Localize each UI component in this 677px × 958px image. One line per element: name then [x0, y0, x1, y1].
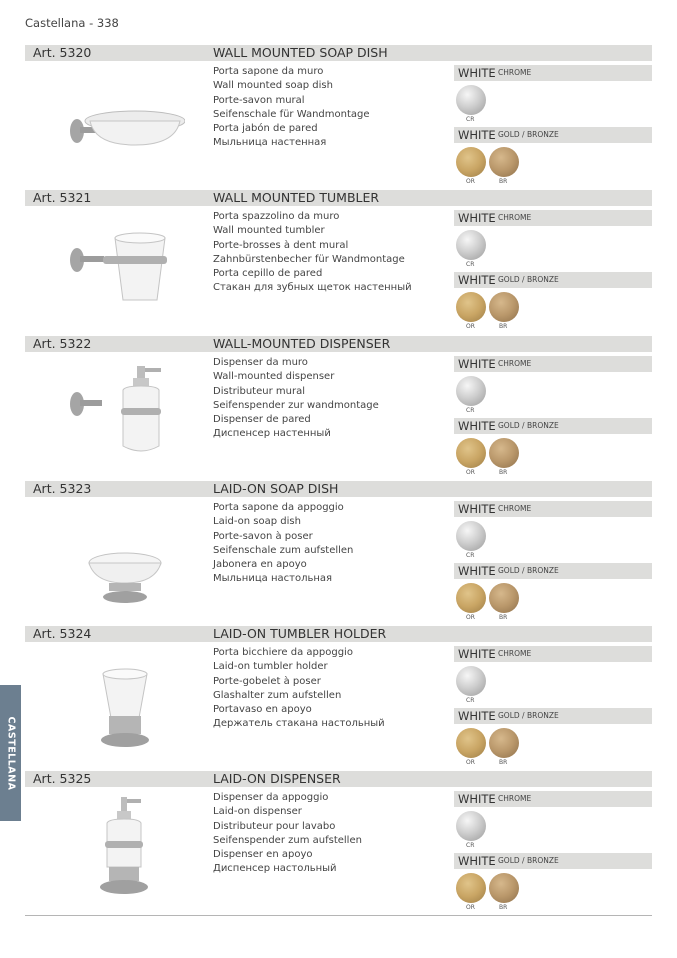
chrome-swatch — [456, 376, 486, 406]
swatch-code-br: BR — [499, 614, 508, 621]
dispenser-wall-image — [65, 356, 185, 466]
swatch-code-cr: CR — [466, 842, 475, 849]
finish-white-label: WHITE — [458, 273, 496, 287]
gold-swatch — [456, 728, 486, 758]
finish-white-label: WHITE — [458, 647, 496, 661]
finish-gold-bronze-label: GOLD / BRONZE — [498, 130, 559, 139]
finish-chrome-label: CHROME — [498, 68, 532, 77]
product-title: WALL MOUNTED SOAP DISH — [213, 45, 388, 60]
description-line: Мыльница настенная — [213, 137, 327, 149]
description-list — [213, 646, 453, 732]
article-number: Art. 5320 — [33, 45, 92, 60]
side-tab — [0, 685, 21, 821]
product-section-5321 — [25, 190, 652, 335]
finish-gold-bronze-label: GOLD / BRONZE — [498, 421, 559, 430]
tumbler-holder-laid-on-image — [65, 646, 185, 756]
finish-bar-gold-bronze — [454, 853, 652, 869]
product-title: LAID-ON DISPENSER — [213, 771, 341, 786]
description-line: Стакан для зубных щеток настенный — [213, 282, 412, 294]
swatch-code-cr: CR — [466, 116, 475, 123]
article-number: Art. 5321 — [33, 190, 92, 205]
description-line: Wall-mounted dispenser — [213, 371, 335, 383]
finish-bar-chrome — [454, 646, 652, 662]
description-line: Wall mounted tumbler — [213, 225, 325, 237]
side-tab-label: CASTELLANA — [5, 716, 16, 790]
bronze-swatch — [489, 583, 519, 613]
bronze-swatch — [489, 873, 519, 903]
description-line: Porta jabón de pared — [213, 123, 318, 135]
description-line: Zahnbürstenbecher für Wandmontage — [213, 253, 405, 265]
description-line: Porta cepillo de pared — [213, 268, 323, 280]
article-number: Art. 5324 — [33, 626, 92, 641]
description-line: Seifenschale zum aufstellen — [213, 544, 354, 556]
product-section-5324 — [25, 626, 652, 771]
finish-chrome-label: CHROME — [498, 504, 532, 513]
finish-bar-chrome — [454, 791, 652, 807]
description-line: Laid-on tumbler holder — [213, 661, 328, 673]
finish-gold-bronze-label: GOLD / BRONZE — [498, 711, 559, 720]
bronze-swatch — [489, 147, 519, 177]
description-line: Dispenser da muro — [213, 357, 308, 368]
description-line: Seifenspender zur wandmontage — [213, 399, 379, 411]
tumbler-wall-image — [65, 210, 185, 320]
bottom-divider — [25, 915, 652, 916]
chrome-swatch — [456, 811, 486, 841]
description-line: Держатель стакана настольный — [213, 718, 385, 730]
description-line: Seifenspender zum aufstellen — [213, 834, 362, 846]
finish-white-label: WHITE — [458, 211, 496, 225]
finish-white-label: WHITE — [458, 357, 496, 371]
description-line: Glashalter zum aufstellen — [213, 689, 342, 701]
swatch-code-br: BR — [499, 178, 508, 185]
finish-white-label: WHITE — [458, 502, 496, 516]
product-title: WALL-MOUNTED DISPENSER — [213, 336, 391, 351]
description-line: Porte-brosses à dent mural — [213, 239, 349, 251]
title-bar — [25, 481, 652, 497]
swatch-code-br: BR — [499, 904, 508, 911]
gold-swatch — [456, 873, 486, 903]
finish-bar-gold-bronze — [454, 418, 652, 434]
description-line: Jabonera en apoyo — [213, 559, 307, 571]
article-number: Art. 5323 — [33, 481, 92, 496]
finish-gold-bronze-label: GOLD / BRONZE — [498, 856, 559, 865]
gold-swatch — [456, 147, 486, 177]
description-line: Мыльница настольная — [213, 573, 333, 585]
finish-bar-chrome — [454, 210, 652, 226]
description-line: Portavaso en apoyo — [213, 704, 312, 716]
finish-white-label: WHITE — [458, 854, 496, 868]
soap-dish-wall-image — [65, 65, 185, 175]
finish-bar-gold-bronze — [454, 272, 652, 288]
finish-chrome-label: CHROME — [498, 359, 532, 368]
dispenser-laid-on-image — [65, 791, 185, 901]
chrome-swatch — [456, 230, 486, 260]
swatch-code-cr: CR — [466, 261, 475, 268]
description-line: Porta sapone da muro — [213, 66, 324, 77]
product-section-5322 — [25, 336, 652, 481]
finish-bar-chrome — [454, 501, 652, 517]
finish-chrome-label: CHROME — [498, 794, 532, 803]
article-number: Art. 5322 — [33, 336, 92, 351]
article-number: Art. 5325 — [33, 771, 92, 786]
description-line: Porta spazzolino da muro — [213, 211, 340, 222]
finish-chrome-label: CHROME — [498, 649, 532, 658]
description-line: Laid-on dispenser — [213, 806, 302, 818]
bronze-swatch — [489, 438, 519, 468]
finish-white-label: WHITE — [458, 792, 496, 806]
description-line: Диспенсер настенный — [213, 428, 331, 440]
swatch-code-cr: CR — [466, 697, 475, 704]
description-line: Porte-savon mural — [213, 94, 305, 106]
finish-white-label: WHITE — [458, 128, 496, 142]
description-line: Seifenschale für Wandmontage — [213, 108, 370, 120]
product-section-5325 — [25, 771, 652, 916]
finish-bar-chrome — [454, 65, 652, 81]
chrome-swatch — [456, 521, 486, 551]
description-line: Porte-gobelet à poser — [213, 675, 321, 687]
page-header: Castellana - 338 — [25, 16, 119, 30]
swatch-code-or: OR — [466, 469, 475, 476]
description-list — [213, 501, 453, 587]
description-line: Porte-savon à poser — [213, 530, 313, 542]
swatch-code-br: BR — [499, 759, 508, 766]
description-line: Диспенсер настольный — [213, 863, 337, 875]
gold-swatch — [456, 438, 486, 468]
description-line: Porta bicchiere da appoggio — [213, 647, 353, 658]
finish-bar-gold-bronze — [454, 127, 652, 143]
finish-gold-bronze-label: GOLD / BRONZE — [498, 566, 559, 575]
finish-bar-gold-bronze — [454, 708, 652, 724]
finish-white-label: WHITE — [458, 709, 496, 723]
description-line: Porta sapone da appoggio — [213, 502, 344, 513]
swatch-code-or: OR — [466, 759, 475, 766]
description-list — [213, 356, 453, 442]
swatch-code-br: BR — [499, 469, 508, 476]
finish-gold-bronze-label: GOLD / BRONZE — [498, 275, 559, 284]
finish-white-label: WHITE — [458, 419, 496, 433]
soap-dish-laid-on-image — [65, 501, 185, 611]
finish-chrome-label: CHROME — [498, 213, 532, 222]
finish-bar-gold-bronze — [454, 563, 652, 579]
product-title: LAID-ON TUMBLER HOLDER — [213, 626, 387, 641]
swatch-code-or: OR — [466, 904, 475, 911]
product-section-5323 — [25, 481, 652, 626]
finish-white-label: WHITE — [458, 564, 496, 578]
product-title: WALL MOUNTED TUMBLER — [213, 190, 380, 205]
description-line: Distributeur mural — [213, 385, 305, 397]
description-line: Dispenser de pared — [213, 414, 311, 426]
product-title: LAID-ON SOAP DISH — [213, 481, 339, 496]
chrome-swatch — [456, 85, 486, 115]
swatch-code-or: OR — [466, 178, 475, 185]
swatch-code-or: OR — [466, 614, 475, 621]
swatch-code-cr: CR — [466, 552, 475, 559]
bronze-swatch — [489, 292, 519, 322]
description-list — [213, 210, 453, 296]
finish-bar-chrome — [454, 356, 652, 372]
description-list — [213, 791, 453, 877]
description-line: Dispenser en apoyo — [213, 849, 313, 861]
description-line: Distributeur pour lavabo — [213, 820, 336, 832]
bronze-swatch — [489, 728, 519, 758]
swatch-code-or: OR — [466, 323, 475, 330]
gold-swatch — [456, 292, 486, 322]
swatch-code-br: BR — [499, 323, 508, 330]
gold-swatch — [456, 583, 486, 613]
description-line: Dispenser da appoggio — [213, 792, 329, 803]
description-line: Wall mounted soap dish — [213, 80, 333, 92]
product-section-5320 — [25, 45, 652, 190]
chrome-swatch — [456, 666, 486, 696]
description-line: Laid-on soap dish — [213, 516, 301, 528]
finish-white-label: WHITE — [458, 66, 496, 80]
swatch-code-cr: CR — [466, 407, 475, 414]
description-list — [213, 65, 453, 151]
